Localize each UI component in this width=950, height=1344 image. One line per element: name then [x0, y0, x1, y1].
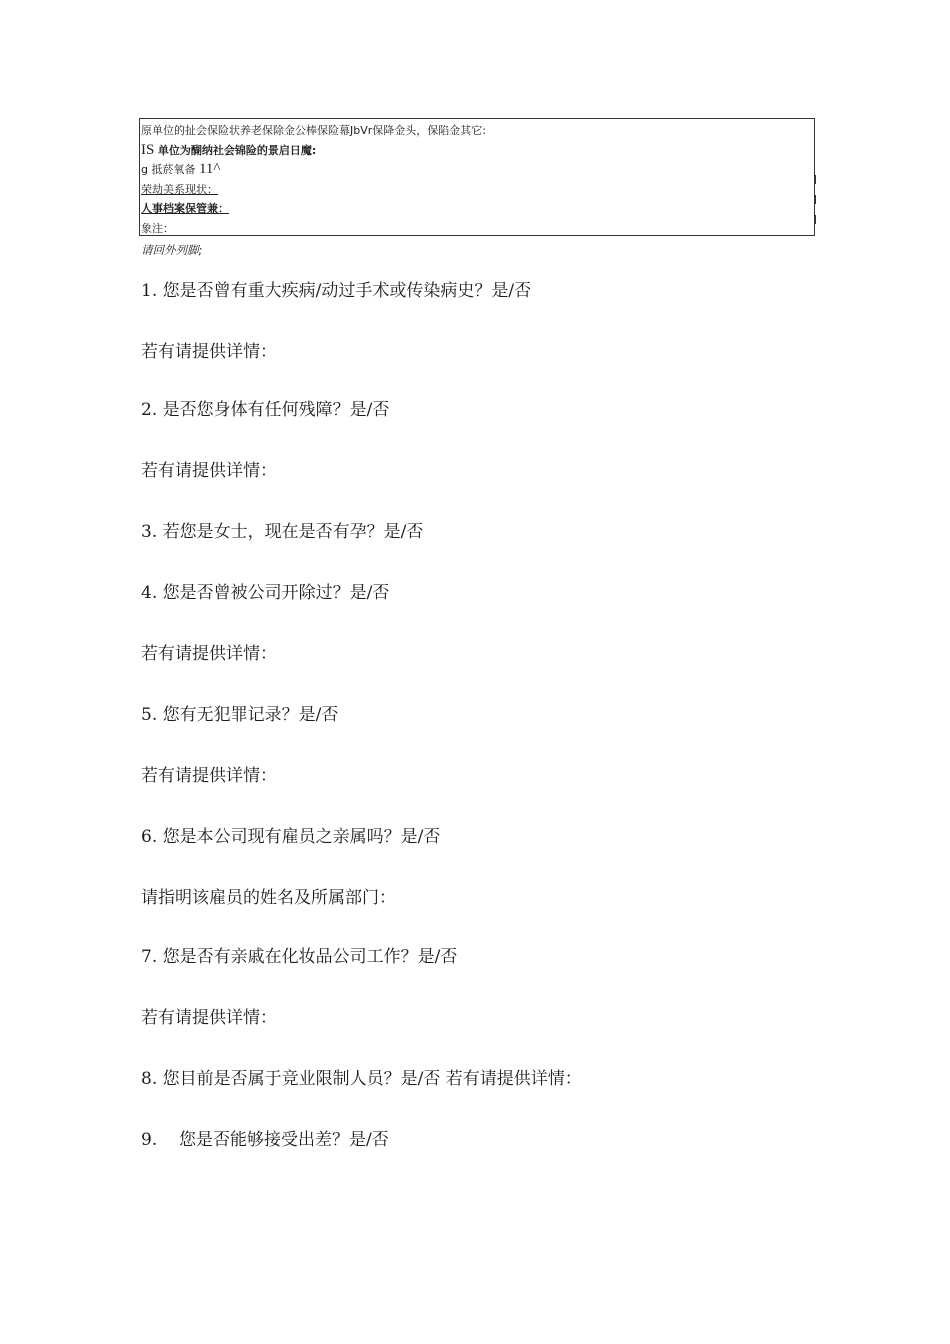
box-row-label: 人事档案保管兼： — [141, 202, 229, 215]
box-row-personnel-file — [141, 199, 814, 219]
question-number: 9. — [141, 1130, 158, 1150]
question-number: 1. — [141, 281, 158, 301]
question-number: 5. — [141, 705, 158, 725]
question-text: 若您是女士，现在是否有孕？是/否 — [162, 522, 424, 542]
question-text: 您目前是否属于竞业限制人员？是/否 若有请提供详情： — [162, 1069, 582, 1089]
box-row-prefix: IS — [141, 141, 155, 158]
question-text: 您有无犯罪记录？是/否 — [162, 705, 339, 725]
question-3 — [141, 517, 423, 542]
question-9 — [141, 1125, 389, 1150]
question-number: 2. — [141, 400, 158, 420]
question-text: 是否您身体有任何残障？是/否 — [162, 400, 390, 420]
border-tick — [814, 175, 816, 184]
detail-prompt: 若有请提供详情： — [141, 342, 277, 362]
box-row-label: 荣劫美系现状： — [141, 182, 218, 196]
border-tick — [814, 195, 816, 204]
question-text: 您是否有亲戚在化妆品公司工作？是/否 — [162, 947, 458, 967]
detail-prompt: 若有请提供详情： — [141, 644, 277, 664]
question-number: 4. — [141, 583, 158, 603]
question-4 — [141, 578, 389, 603]
question-number: 6. — [141, 827, 158, 847]
question-text: 您是否能够接受出差？是/否 — [179, 1130, 389, 1150]
question-5 — [141, 700, 338, 725]
detail-prompt: 请指明该雇员的姓名及所属部门： — [141, 888, 396, 908]
question-7 — [141, 942, 457, 967]
box-row-labor-status — [141, 180, 814, 200]
question-text: 您是本公司现有雇员之亲属吗？是/否 — [162, 827, 441, 847]
box-row-ref — [141, 160, 814, 180]
question-2 — [141, 395, 389, 420]
box-row-small: g — [141, 163, 148, 176]
box-row-text: 单位为醐纳社会锦险的景启日魔: — [157, 143, 317, 157]
box-row-text: 抵菸氧备 — [151, 163, 196, 176]
question-number: 7. — [141, 947, 158, 967]
instruction-note: 请回外列脚; — [141, 243, 203, 257]
question-number: 8. — [141, 1069, 158, 1089]
question-text: 您是否曾有重大疾病/动过手术或传染病史？是/否 — [162, 281, 532, 301]
question-1 — [141, 276, 531, 301]
detail-prompt: 若有请提供详情： — [141, 1008, 277, 1028]
question-text: 您是否曾被公司开除过？是/否 — [162, 583, 390, 603]
box-row-number: 11^ — [198, 161, 221, 177]
border-tick — [814, 215, 816, 224]
question-8 — [141, 1064, 582, 1089]
box-row-insurance-status: 原单位的扯会保险状养老保除金公棒保险幕JbVr保降金头，保陷金其它: — [141, 124, 486, 137]
question-6 — [141, 822, 440, 847]
detail-prompt: 若有请提供详情： — [141, 766, 277, 786]
box-row-insurance-date — [141, 141, 814, 161]
box-row-remarks: 象注： — [141, 221, 174, 235]
insurance-info-box — [139, 118, 815, 236]
detail-prompt: 若有请提供详情： — [141, 461, 277, 481]
question-number: 3. — [141, 522, 158, 542]
